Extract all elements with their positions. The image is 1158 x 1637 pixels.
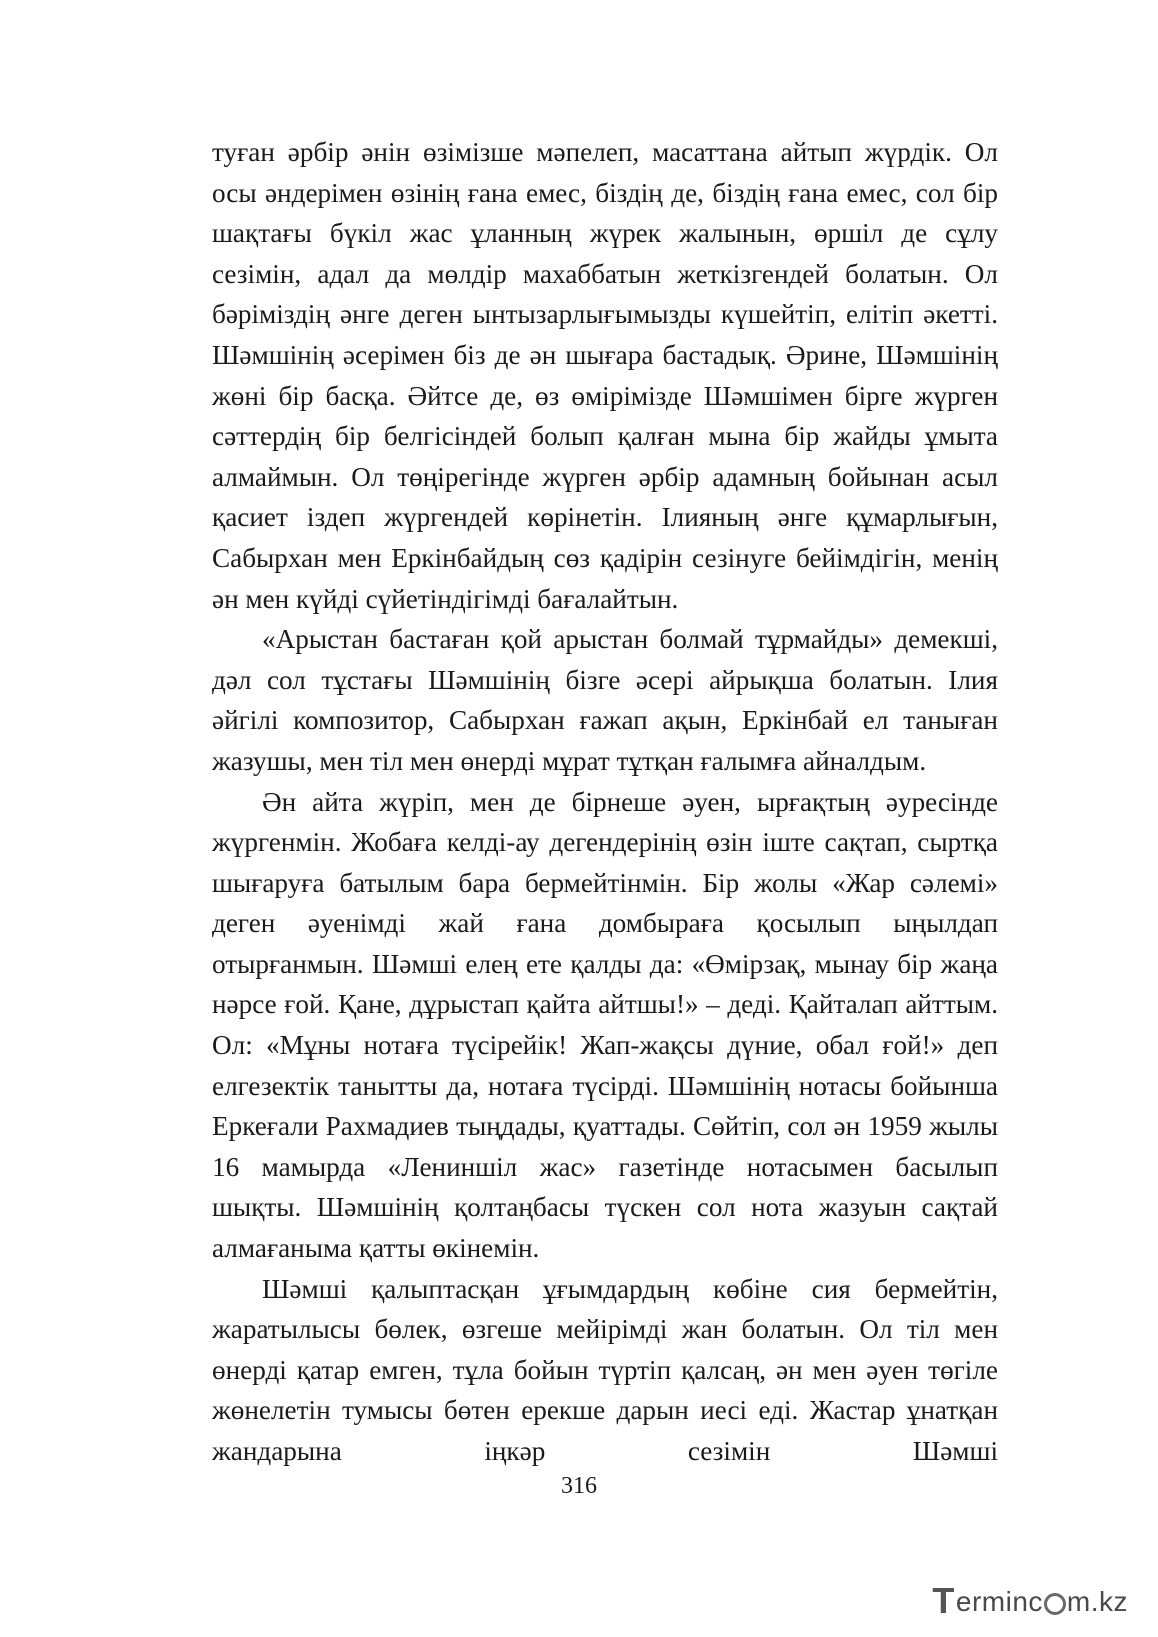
watermark-t-logo: T	[932, 1580, 955, 1621]
page-number: 316	[561, 1473, 597, 1499]
termincom-watermark	[932, 1582, 1128, 1622]
globe-icon	[1044, 1593, 1066, 1615]
paragraph-2: «Арыстан бастаған қой арыстан болмай тұрмайды» демекші, дәл сол тұстағы Шәмшінің бізге әсері айрықша болатын. Ілия әйгілі композитор, Сабырхан ғажап ақын, Еркінбай ел таныған жазушы, мен тіл мен өнерді мұрат тұтқан ғалымға айналдым.	[212, 624, 998, 776]
paragraph-4: Шәмші қалыптасқан ұғымдардың көбіне сия бермейтін, жаратылысы бөлек, өзгеше мейірімді жан болатын. Ол тіл мен өнерді қатар емген, тұла бойын түртіп қалсаң, ән мен әуен төгіле жөнелетін тумысы бөтен ерекше дарын иесі еді. Жастар ұнатқан жандарына іңкәр сезімін Шәмші	[212, 1273, 998, 1466]
watermark-text-suffix: m.kz	[1066, 1586, 1128, 1617]
paragraph-3: Ән айта жүріп, мен де бірнеше әуен, ырғақтың әуресінде жүргенмін. Жобаға келді-ау дегендерінің өзін іште сақтап, сыртқа шығаруға батылым бара бермейтінмін. Бір жолы «Жар сәлемі» деген әуенімді жай ғана домбыраға қосылып ыңылдап отырғанмын. Шәмші елең ете қалды да: «Өмірзақ, мынау бір жаңа нәрсе ғой. Қане, дұрыстап қайта айтшы!» – деді. Қайталап айттым. Ол: «Мұны нотаға түсірейік! Жап-жақсы дүние, обал ғой!» деп елгезектік танытты да, нотаға түсірді. Шәмшінің нотасы бойынша Еркеғали Рахмадиев тыңдады, қуаттады. Сөйтіп, сол ән 1959 жылы 16 мамырда «Лениншіл жас» газетінде нотасымен басылып шықты. Шәмшінің қолтаңбасы түскен сол нота жазуын сақтай алмағаныма қатты өкінемін.	[212, 786, 998, 1264]
watermark-text-middle: erminc	[955, 1586, 1043, 1617]
paragraph-1: туған әрбір әнін өзімізше мәпелеп, масаттана айтып жүрдік. Ол осы әндерімен өзінің ғана емес, біздің де, біздің ғана емес, сол бір шақтағы бүкіл жас ұланның жүрек жалынын, өршіл де сұлу сезімін, адал да мөлдір махаббатын жеткізгендей болатын. Ол бәрімiздiң әнге деген ынтызарлығымызды күшейтіп, елітіп әкетті. Шәмшінің әсерімен біз де ән шығара бастадық. Әрине, Шәмшінің жөні бір басқа. Әйтсе де, өз өмірімізде Шәмшімен бірге жүрген сәттердің бір белгісіндей болып қалған мына бір жайды ұмыта алмаймын. Ол төңірегінде жүрген әрбір адамның бойынан асыл қасиет іздеп жүргендей көрінетін. Ілияның әнге құмарлығын, Сабырхан мен Еркінбайдың сөз қадірін сезінуге бейімдігін, менің ән мен күйді сүйетіндігімді бағалайтын.	[212, 137, 998, 614]
page-body	[212, 132, 998, 1472]
